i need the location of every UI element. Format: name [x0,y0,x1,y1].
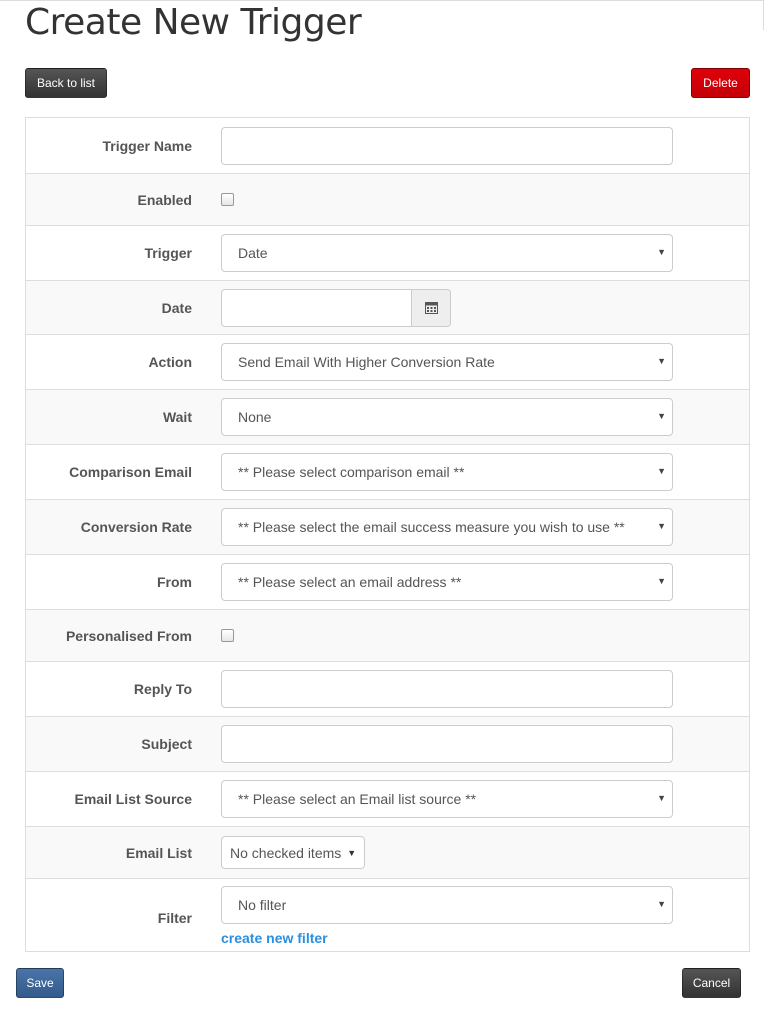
wait-select[interactable] [221,398,673,436]
select-value: ** Please select comparison email ** [238,464,465,480]
enabled-field [221,193,673,206]
row-filter [26,878,749,951]
action-select[interactable] [221,343,673,381]
filter-select[interactable] [221,886,673,924]
trigger-select[interactable] [221,234,673,272]
label: Email List [125,844,192,861]
date-field [221,289,673,327]
comparison-email-select[interactable] [221,453,673,491]
row-reply-to [26,661,749,716]
caret-down-icon: ▼ [657,576,666,586]
conversion-rate-select[interactable] [221,508,673,546]
save-button[interactable]: Save [16,968,64,998]
trigger-name-input[interactable] [221,127,673,165]
date-input[interactable] [221,289,412,327]
label: Action [148,354,192,370]
row-date [26,280,749,334]
label: From [157,574,192,590]
row-personalised-from [26,609,749,661]
caret-down-icon: ▼ [657,899,666,909]
personalised-from-field [221,629,673,642]
label: Trigger Name [102,137,192,154]
caret-down-icon: ▼ [657,411,666,421]
create-new-filter-link[interactable]: create new filter [221,930,328,946]
label: Subject [141,736,192,752]
row-subject [26,716,749,771]
label: Personalised From [65,627,192,644]
row-enabled [26,173,749,225]
row-trigger [26,225,749,280]
label: Filter [157,910,192,926]
caret-down-icon: ▼ [347,847,357,858]
select-value: ** Please select an email address ** [238,574,462,590]
row-from [26,554,749,609]
calendar-button[interactable] [412,289,451,327]
select-value: Date [238,245,268,261]
frame-border [0,0,764,1]
select-value: No filter [238,897,287,913]
label: Trigger [144,245,192,261]
trigger-form [25,117,750,952]
label: Comparison Email [69,464,192,480]
email-list-field [221,836,673,869]
email-list-multiselect[interactable] [221,836,365,869]
personalised-from-checkbox[interactable] [221,629,234,642]
email-list-source-select[interactable] [221,780,673,818]
from-select[interactable] [221,563,673,601]
row-email-list [26,826,749,878]
caret-down-icon: ▼ [657,466,666,476]
multiselect-value: No checked items [230,844,342,861]
row-comparison-email [26,444,749,499]
label: Enabled [137,191,192,208]
select-value: Send Email With Higher Conversion Rate [238,354,495,370]
caret-down-icon: ▼ [657,793,666,803]
select-value: ** Please select an Email list source ** [238,791,477,807]
cancel-button[interactable]: Cancel [682,968,741,998]
date-picker [221,289,451,327]
filter-group [221,886,673,948]
label: Conversion Rate [80,519,192,535]
label: Reply To [133,681,192,697]
select-value: ** Please select the email success measure you wish to use ** [238,519,625,535]
subject-input[interactable] [221,725,673,763]
label: Email List Source [74,791,192,807]
row-trigger-name [26,118,749,173]
page-title: Create New Trigger [25,2,362,43]
back-to-list-button[interactable]: Back to list [25,68,107,98]
label: Date [161,299,192,316]
reply-to-input[interactable] [221,670,673,708]
caret-down-icon: ▼ [657,247,666,257]
calendar-icon [425,301,438,314]
select-value: None [238,409,272,425]
row-email-list-source [26,771,749,826]
caret-down-icon: ▼ [657,521,666,531]
row-action [26,334,749,389]
label: Wait [162,409,192,425]
caret-down-icon: ▼ [657,356,666,366]
enabled-checkbox[interactable] [221,193,234,206]
delete-button[interactable]: Delete [691,68,750,98]
row-conversion-rate [26,499,749,554]
row-wait [26,389,749,444]
